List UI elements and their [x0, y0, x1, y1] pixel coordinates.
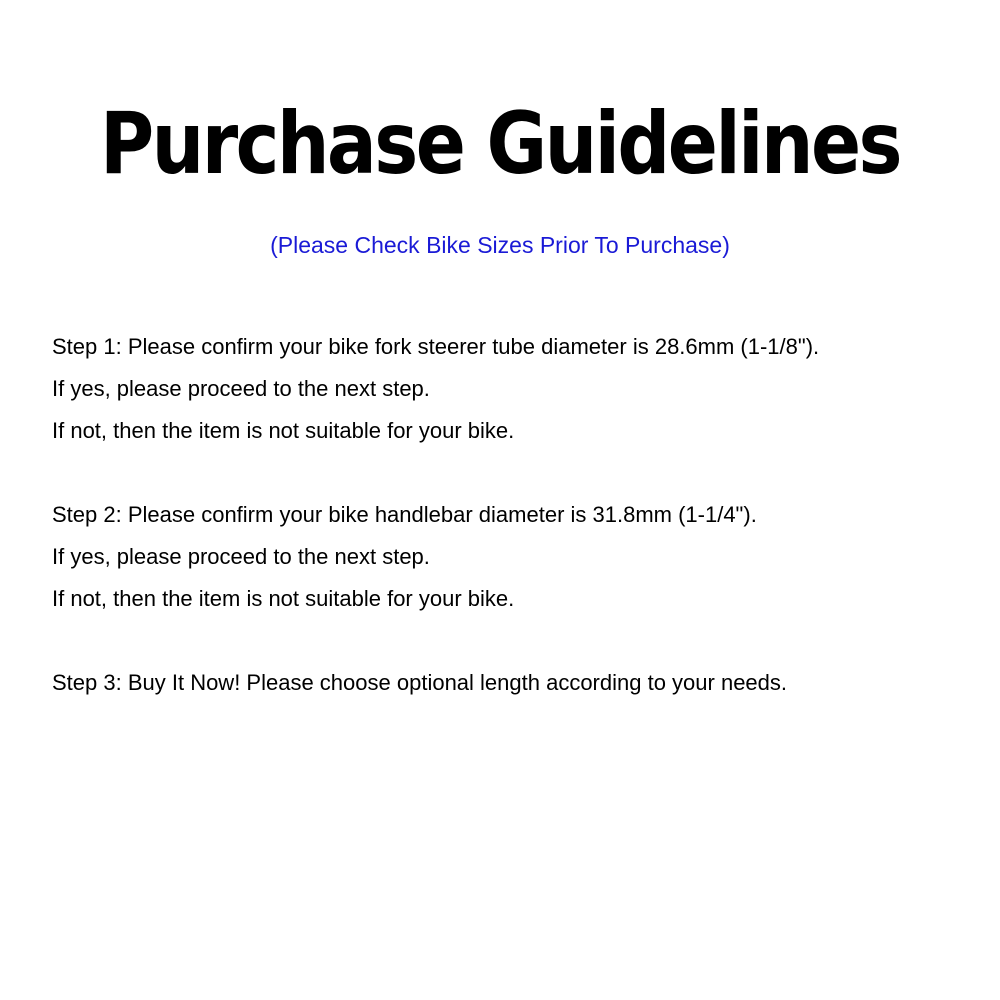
step-1: [52, 326, 972, 452]
step-3: [52, 662, 972, 704]
step-2-instruction: Step 2: Please confirm your bike handlebar diameter is 31.8mm (1-1/4").: [52, 502, 757, 527]
step-3-instruction: Step 3: Buy It Now! Please choose optional length according to your needs.: [52, 670, 788, 695]
page-subtitle: (Please Check Bike Sizes Prior To Purchase): [270, 232, 730, 258]
step-1-if-not: If not, then the item is not suitable for your bike.: [52, 418, 515, 443]
step-1-if-yes: If yes, please proceed to the next step.: [52, 376, 430, 401]
step-2-if-yes: If yes, please proceed to the next step.: [52, 544, 430, 569]
step-1-instruction: Step 1: Please confirm your bike fork steerer tube diameter is 28.6mm (1-1/8").: [52, 334, 820, 359]
step-2-if-not: If not, then the item is not suitable for your bike.: [52, 586, 515, 611]
steps-list: [52, 326, 972, 746]
step-2: [52, 494, 972, 620]
page-title: Purchase Guidelines: [99, 94, 901, 194]
